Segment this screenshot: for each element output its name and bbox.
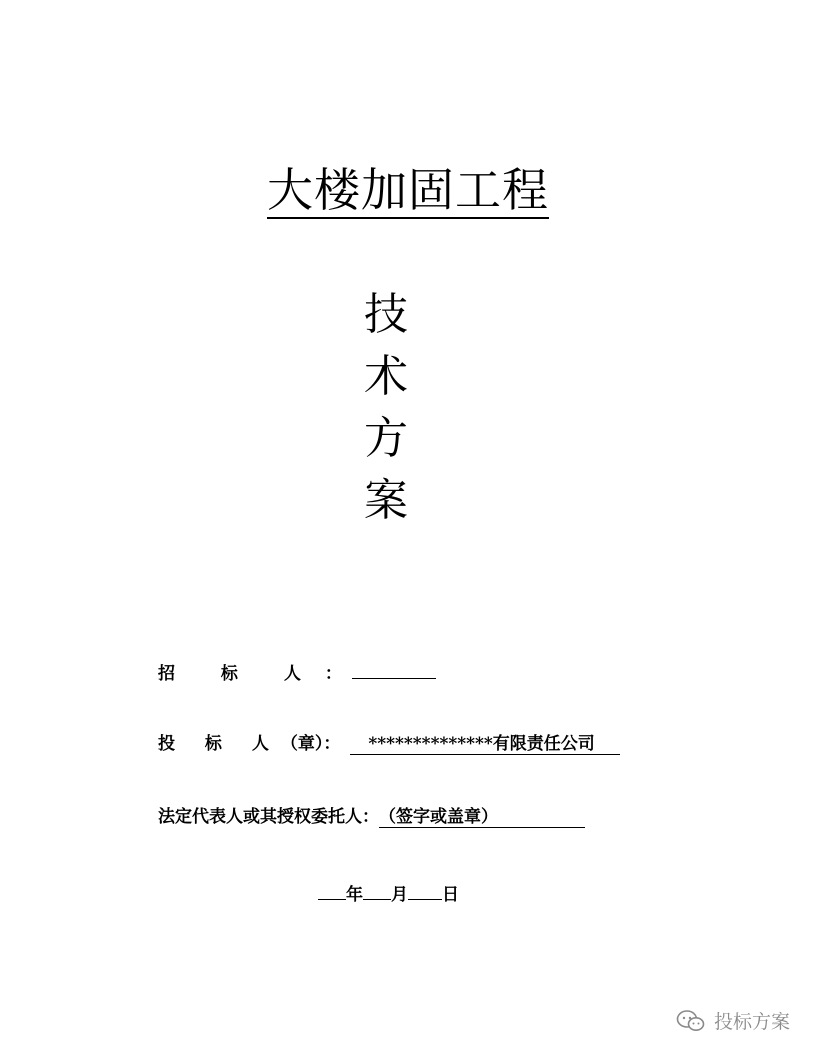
bidder-label: 投 标 人	[158, 734, 281, 754]
subtitle-char-2: 术	[364, 351, 408, 402]
watermark	[676, 1007, 790, 1034]
document-title-text: 大楼加固工程	[267, 163, 549, 217]
bidder-company: **************有限责任公司	[350, 734, 620, 755]
watermark-text: 投标方案	[713, 1011, 790, 1033]
subtitle-char-3: 方	[364, 413, 408, 464]
bidder-label-seal: （章）：	[280, 734, 341, 754]
legal-representative-field	[158, 806, 585, 828]
tenderer-blank	[352, 658, 436, 679]
tenderer-colon: ：	[324, 664, 342, 684]
date-line	[318, 881, 459, 906]
year-blank	[318, 881, 346, 900]
subtitle-char-4: 案	[364, 475, 408, 526]
day-label: 日	[442, 885, 459, 905]
legal-representative-label: 法定代表人或其授权委托人：	[158, 807, 379, 827]
signature-blank: （签字或盖章）	[379, 807, 585, 828]
month-label: 月	[391, 885, 408, 905]
vertical-subtitle	[356, 284, 416, 532]
year-label: 年	[346, 885, 363, 905]
document-title	[0, 160, 816, 220]
wechat-icon	[676, 1009, 706, 1033]
bidder-field	[158, 733, 620, 755]
subtitle-char-1: 技	[364, 289, 408, 340]
tenderer-label: 招 标 人	[158, 664, 321, 684]
day-blank	[408, 881, 442, 900]
tenderer-field	[158, 658, 436, 685]
month-blank	[363, 881, 391, 900]
